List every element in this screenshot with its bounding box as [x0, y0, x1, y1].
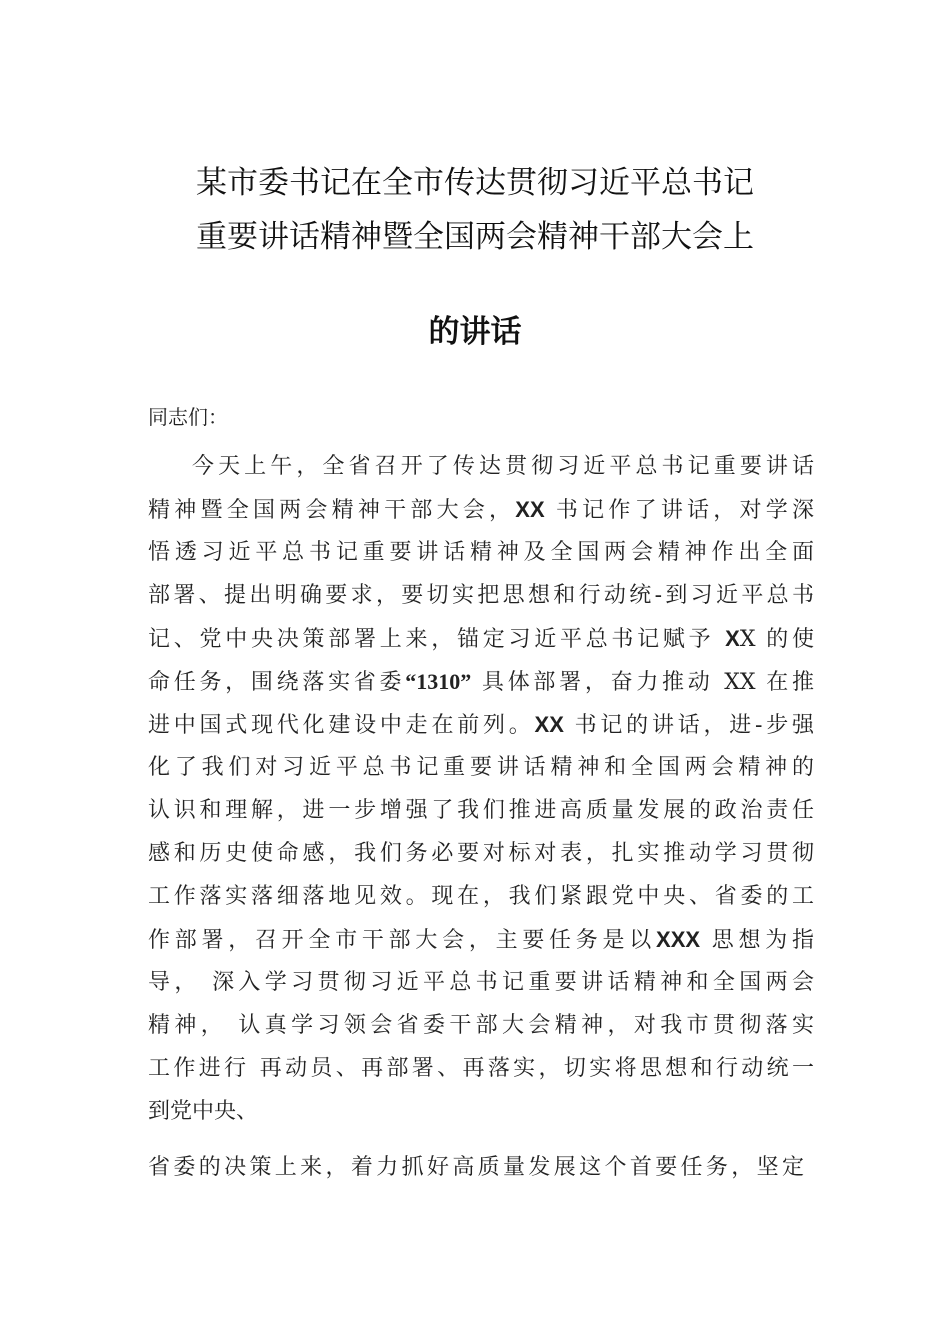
body-line: 认识和理解，进一步增强了我们推进高质量发展的政治责任: [148, 798, 814, 823]
body-text: 精神暨全国两会精神干部大会，: [148, 498, 516, 523]
body-line: [148, 624, 814, 655]
body-line: 省委的决策上来，着力抓好高质量发展这个首要任务，坚定: [148, 1155, 804, 1180]
body-text: 作部署，召开全市干部大会，主要任务是以: [148, 928, 657, 953]
body-line: 部署、提出明确要求，要切实把思想和行动统-到习近平总书: [148, 583, 814, 608]
body-line: 今天上午，全省召开了传达贯彻习近平总书记重要讲话: [192, 454, 814, 479]
body-text: 书记的讲话，进-步强: [563, 713, 814, 738]
body-line: 化了我们对习近平总书记重要讲话精神和全国两会精神的: [148, 755, 814, 780]
body-line: [148, 925, 814, 956]
body-line: 感和历史使命感，我们务必要对标对表，扎实推动学习贯彻: [148, 841, 814, 866]
body-text: 具体部署，奋力推动 XX 在推: [471, 670, 814, 695]
body-line: [148, 495, 814, 526]
document-title-line-1: 某市委书记在全市传达贯彻习近平总书记: [196, 165, 754, 201]
body-line: 精神， 认真学习领会省委干部大会精神，对我市贯彻落实: [148, 1013, 814, 1038]
salutation: 同志们：: [148, 405, 228, 429]
placeholder-name: XXX: [656, 927, 701, 952]
placeholder-name: XX: [534, 712, 564, 737]
document-title-line-3: 的讲话: [428, 314, 522, 350]
body-text: 思想为指: [700, 928, 814, 953]
body-text: 进中国式现代化建设中走在前列。: [148, 713, 535, 738]
body-line: 导， 深入学习贯彻习近平总书记重要讲话精神和全国两会: [148, 970, 814, 995]
document-title-line-2: 重要讲话精神暨全国两会精神干部大会上: [196, 219, 754, 255]
body-line: 工作进行 再动员、再部署、再落实，切实将思想和行动统一: [148, 1056, 814, 1081]
body-line: 工作落实落细落地见效。现在，我们紧跟党中央、省委的工: [148, 884, 814, 909]
body-line: 到党中央、: [148, 1099, 259, 1124]
body-text: 命任务，围绕落实省委: [148, 670, 406, 695]
body-text: X 的使: [739, 627, 815, 652]
plan-code: “1310”: [405, 669, 472, 694]
body-line: [148, 667, 814, 698]
body-line: 悟透习近平总书记重要讲话精神及全国两会精神作出全面: [148, 540, 814, 565]
body-text: 书记作了讲话，对学深: [544, 498, 814, 523]
body-line: [148, 710, 814, 741]
placeholder-name: XX: [515, 497, 545, 522]
placeholder-name: X: [725, 626, 740, 651]
body-text: 记、党中央决策部署上来，锚定习近平总书记赋予: [148, 627, 726, 652]
